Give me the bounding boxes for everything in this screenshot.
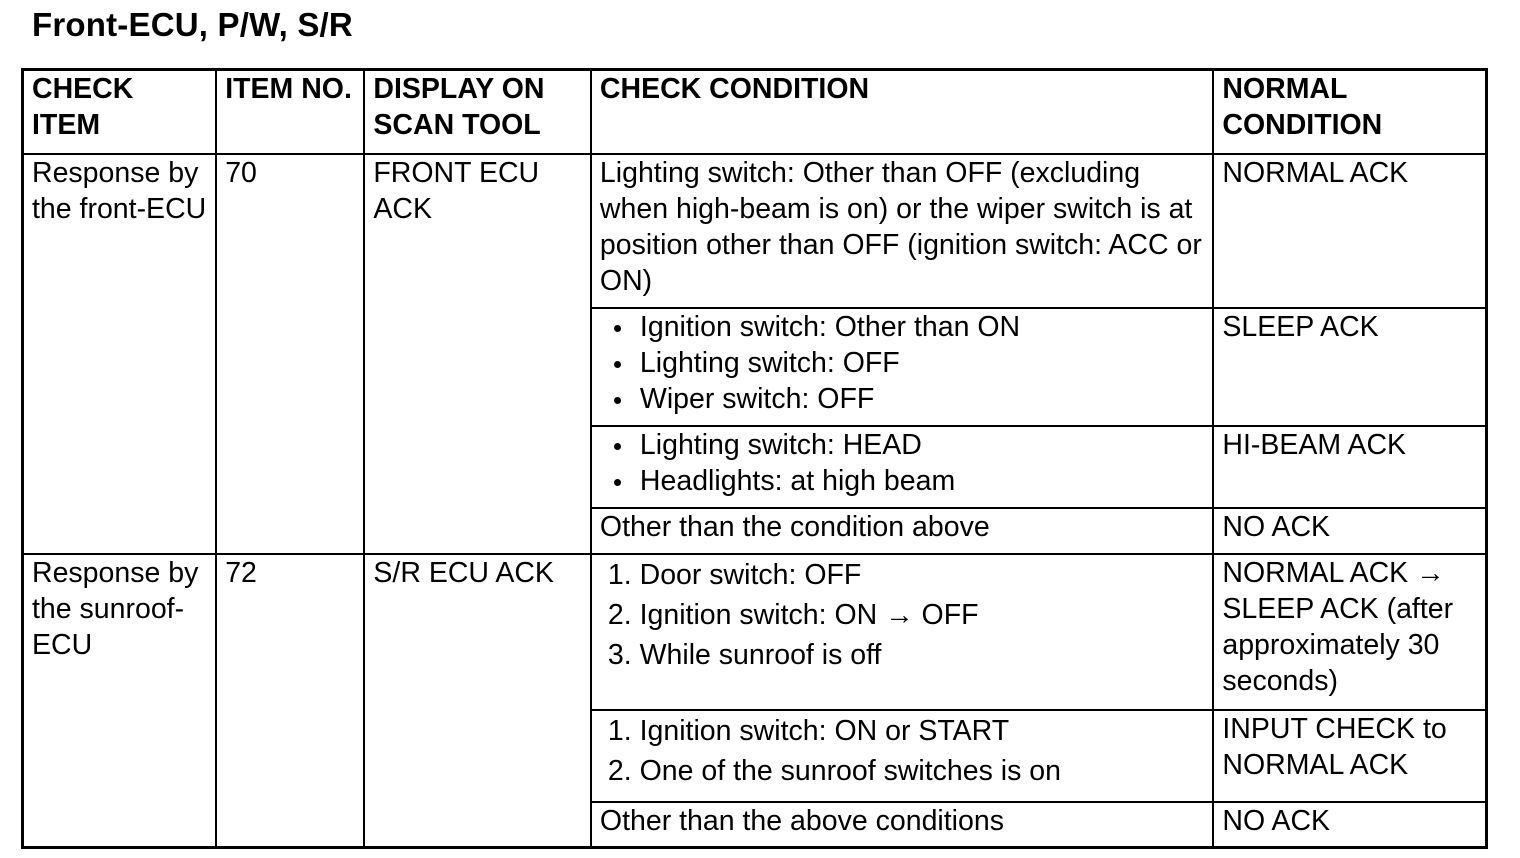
normal-cell: INPUT CHECK to NORMAL ACK <box>1213 710 1486 802</box>
condition-bullet: Wiper switch: OFF <box>600 381 1204 417</box>
check-item-cell: Response by the front-ECU <box>23 154 217 554</box>
condition-step: 2. One of the sunroof switches is on <box>607 754 1061 787</box>
condition-step-list <box>600 711 1204 791</box>
header-item-no: ITEM NO. <box>216 70 364 154</box>
condition-cell: Other than the above conditions <box>591 802 1213 848</box>
condition-step: 2. Ignition switch: ON → OFF <box>607 598 979 631</box>
normal-cell: NO ACK <box>1213 508 1486 554</box>
condition-step: 1. Door switch: OFF <box>607 558 862 591</box>
table-row <box>23 554 1487 710</box>
condition-cell <box>591 710 1213 802</box>
normal-cell: NO ACK <box>1213 802 1486 848</box>
table-row <box>23 154 1487 308</box>
condition-cell <box>591 426 1213 508</box>
condition-cell: Other than the condition above <box>591 508 1213 554</box>
condition-bullet: Lighting switch: HEAD <box>600 427 1204 463</box>
header-display: DISPLAY ON SCAN TOOL <box>364 70 591 154</box>
table-header-row <box>23 70 1487 154</box>
check-item-cell: Response by the sunroof-ECU <box>23 554 217 848</box>
normal-cell: NORMAL ACK → SLEEP ACK (after approximately 30 seconds) <box>1213 554 1486 710</box>
normal-cell: SLEEP ACK <box>1213 308 1486 426</box>
header-check-condition: CHECK CONDITION <box>591 70 1213 154</box>
condition-step: 3. While sunroof is off <box>607 638 882 671</box>
condition-cell <box>591 554 1213 710</box>
display-cell: S/R ECU ACK <box>364 554 591 848</box>
check-table <box>21 68 1488 849</box>
normal-cell: NORMAL ACK <box>1213 154 1486 308</box>
condition-bullet-list <box>600 309 1204 417</box>
display-cell: FRONT ECU ACK <box>364 154 591 554</box>
condition-step: 1. Ignition switch: ON or START <box>607 714 1010 747</box>
condition-bullet: Headlights: at high beam <box>600 463 1204 499</box>
header-normal-condition: NORMAL CONDITION <box>1213 70 1486 154</box>
page-title: Front-ECU, P/W, S/R <box>32 6 353 43</box>
item-no-cell: 70 <box>216 154 364 554</box>
condition-bullet-list <box>600 427 1204 499</box>
header-check-item: CHECK ITEM <box>23 70 217 154</box>
condition-cell: Lighting switch: Other than OFF (excluding when high-beam is on) or the wiper switch is at position other than OFF (ignition switch: ACC or ON) <box>591 154 1213 308</box>
item-no-cell: 72 <box>216 554 364 848</box>
condition-bullet: Lighting switch: OFF <box>600 345 1204 381</box>
normal-cell: HI-BEAM ACK <box>1213 426 1486 508</box>
condition-cell <box>591 308 1213 426</box>
condition-step-list <box>600 555 1204 675</box>
condition-bullet: Ignition switch: Other than ON <box>600 309 1204 345</box>
